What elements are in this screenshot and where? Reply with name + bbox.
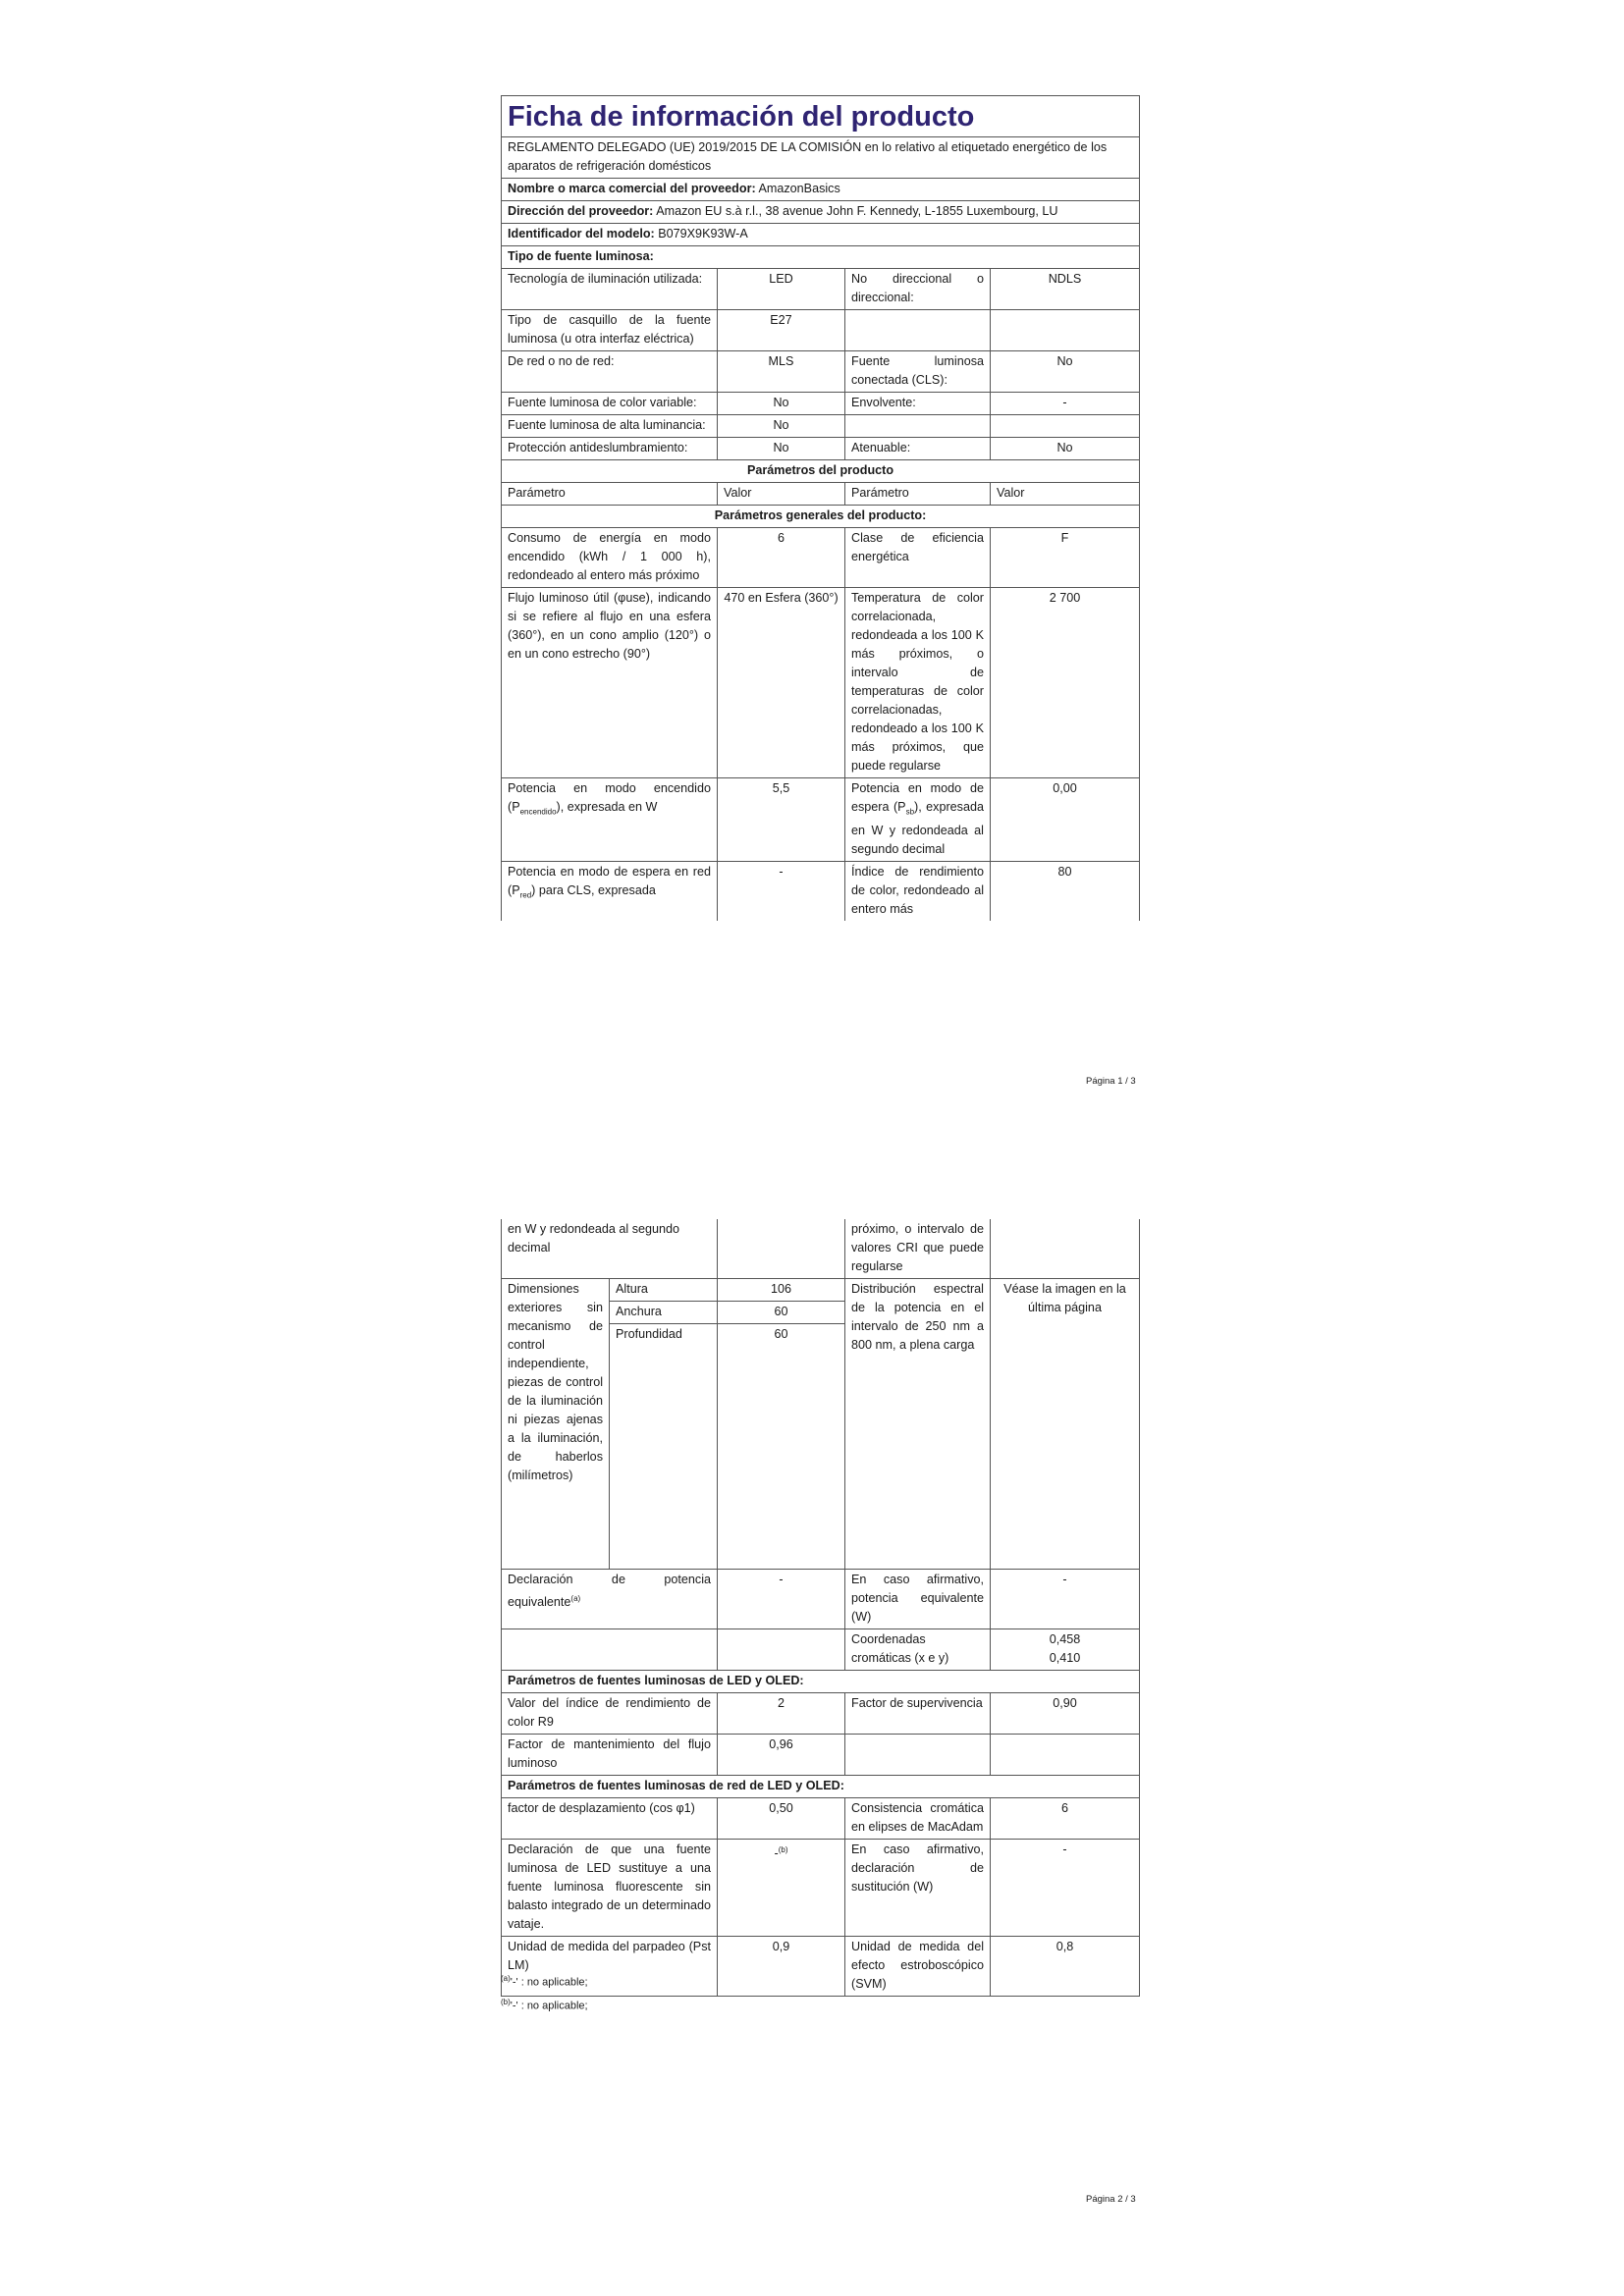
table-row	[502, 310, 1140, 351]
cell-value	[718, 1629, 845, 1671]
cell-label: Temperatura de color correlacionada, redondeada a los 100 K más próximos, o intervalo de temperaturas de color correlacionadas, redondeado a los 100 K más próximos, que puede regularse	[845, 588, 991, 778]
cell-label: Factor de mantenimiento del flujo luminoso	[502, 1735, 718, 1776]
cell-value: F	[991, 528, 1140, 588]
model-label: Identificador del modelo:	[508, 227, 655, 240]
cell-label: Envolvente:	[845, 393, 991, 415]
cell-label: Consistencia cromática en elipses de MacAdam	[845, 1798, 991, 1840]
table-row	[502, 1219, 1140, 1279]
cell-value: -$^{(b)}$	[718, 1840, 845, 1937]
cell-value: 5,5	[718, 778, 845, 862]
cell-value: -	[991, 1840, 1140, 1937]
cell-label: Valor del índice de rendimiento de color R9	[502, 1693, 718, 1735]
table-row	[502, 1937, 1140, 1997]
spectral-distribution-label: Distribución espectral de la potencia en el intervalo de 250 nm a 800 nm, a plena carga	[845, 1279, 991, 1570]
cell-label: Potencia en modo de espera $(P_{sb})$, expresada en W y redondeada al segundo decimal	[845, 778, 991, 862]
supplier-label: Nombre o marca comercial del proveedor:	[508, 182, 756, 195]
cell-label: Declaración de potencia equivalente$^{(a)}$	[502, 1570, 718, 1629]
cell-value: 0,50	[718, 1798, 845, 1840]
cell-value: NDLS	[991, 269, 1140, 310]
spectral-distribution-value: Véase la imagen en la última página	[991, 1279, 1140, 1570]
cell-label	[845, 310, 991, 351]
table-row	[502, 861, 1140, 921]
footnote: $^{(a)}$'-' : no aplicable;	[501, 1974, 588, 1989]
cell-label: De red o no de red:	[502, 351, 718, 393]
general-params-heading: Parámetros generales del producto:	[502, 506, 1140, 528]
column-header-row	[502, 483, 1140, 506]
table-row	[502, 1570, 1140, 1629]
cell-label	[845, 415, 991, 438]
cell-label: Tipo de casquillo de la fuente luminosa (u otra interfaz eléctrica)	[502, 310, 718, 351]
page-number: Página 1 / 3	[1086, 1076, 1136, 1087]
cell-value: -	[991, 393, 1140, 415]
page-number: Página 2 / 3	[1086, 2194, 1136, 2205]
dimension-name: Anchura	[610, 1302, 718, 1324]
cell-value: No	[718, 393, 845, 415]
cell-value	[718, 1219, 845, 1279]
model-row	[502, 224, 1140, 246]
cell-value: 6	[718, 528, 845, 588]
cell-label: Índice de rendimiento de color, redondeado al entero más	[845, 861, 991, 921]
cell-label: Potencia en modo encendido $(P_{encendido})$, expresada en W	[502, 778, 718, 862]
dimensions-label: Dimensiones exteriores sin mecanismo de control independiente, piezas de control de la iluminación ni piezas ajenas a la iluminación, de haberlos (milímetros)	[502, 1279, 610, 1570]
cell-value	[991, 1735, 1140, 1776]
cell-label: Protección antideslumbramiento:	[502, 438, 718, 460]
table-row	[502, 528, 1140, 588]
product-info-table-page-1	[501, 95, 1140, 921]
product-info-table-page-2	[501, 1219, 1140, 1997]
mains-params-heading: Parámetros de fuentes luminosas de red de LED y OLED:	[502, 1776, 1140, 1798]
cell-label: Tecnología de iluminación utilizada:	[502, 269, 718, 310]
column-header: Parámetro	[845, 483, 991, 506]
cell-value: No	[991, 438, 1140, 460]
cell-label: Factor de supervivencia	[845, 1693, 991, 1735]
table-row	[502, 351, 1140, 393]
cell-label: Declaración de que una fuente luminosa de LED sustituye a una fuente luminosa fluorescente sin balasto integrado de un determinado vataje.	[502, 1840, 718, 1937]
table-row	[502, 1693, 1140, 1735]
cell-value: 0,00	[991, 778, 1140, 862]
cell-label: Fuente luminosa de alta luminancia:	[502, 415, 718, 438]
cell-value	[991, 1629, 1140, 1671]
cell-value: 0,90	[991, 1693, 1140, 1735]
regulation-rest: en lo relativo al etiquetado energético de los aparatos de refrigeración domésticos	[508, 140, 1108, 173]
cell-label: Consumo de energía en modo encendido (kWh / 1 000 h), redondeado al entero más próximo	[502, 528, 718, 588]
model-value: B079X9K93W-A	[658, 227, 748, 240]
cell-label	[502, 1629, 718, 1671]
cell-label: En caso afirmativo, declaración de sustitución (W)	[845, 1840, 991, 1937]
cell-value: 6	[991, 1798, 1140, 1840]
dimension-name: Profundidad	[610, 1324, 718, 1570]
cell-label: En caso afirmativo, potencia equivalente (W)	[845, 1570, 991, 1629]
cell-value	[991, 415, 1140, 438]
cell-label: Coordenadas cromáticas (x e y)	[845, 1629, 991, 1671]
cell-label: Potencia en modo de espera en red $(P_{red})$ para CLS, expresada	[502, 861, 718, 921]
table-row	[502, 1735, 1140, 1776]
table-row	[502, 393, 1140, 415]
cell-value: 2	[718, 1693, 845, 1735]
column-header: Valor	[991, 483, 1140, 506]
column-header: Valor	[718, 483, 845, 506]
led-params-heading: Parámetros de fuentes luminosas de LED y OLED:	[502, 1671, 1140, 1693]
column-header: Parámetro	[502, 483, 718, 506]
cell-label: Fuente luminosa de color variable:	[502, 393, 718, 415]
table-row	[502, 588, 1140, 778]
cell-label: en W y redondeada al segundo decimal	[502, 1219, 718, 1279]
supplier-row	[502, 179, 1140, 201]
cell-value: 2 700	[991, 588, 1140, 778]
dimension-value: 60	[718, 1324, 845, 1570]
cell-value: 0,8	[991, 1937, 1140, 1997]
table-row	[502, 1798, 1140, 1840]
table-row	[502, 778, 1140, 862]
table-row	[502, 1279, 1140, 1302]
table-row	[502, 269, 1140, 310]
cell-value	[991, 310, 1140, 351]
cell-value: LED	[718, 269, 845, 310]
product-params-heading: Parámetros del producto	[502, 460, 1140, 483]
page-1	[501, 95, 1139, 921]
regulation-text	[502, 137, 1140, 179]
cell-label: Fuente luminosa conectada (CLS):	[845, 351, 991, 393]
address-label: Dirección del proveedor:	[508, 204, 654, 218]
page-title: Ficha de información del producto	[502, 96, 1140, 137]
address-value: Amazon EU s.à r.l., 38 avenue John F. Kennedy, L-1855 Luxembourg, LU	[656, 204, 1058, 218]
cell-value: No	[718, 438, 845, 460]
dimension-value: 106	[718, 1279, 845, 1302]
table-row	[502, 415, 1140, 438]
cell-value: -	[991, 1570, 1140, 1629]
cell-value: 470 en Esfera (360°)	[718, 588, 845, 778]
table-row	[502, 438, 1140, 460]
cell-label: Clase de eficiencia energética	[845, 528, 991, 588]
cell-value: 80	[991, 861, 1140, 921]
cell-label: Unidad de medida del efecto estroboscópico (SVM)	[845, 1937, 991, 1997]
footnote: $^{(b)}$'-' : no aplicable;	[501, 1997, 588, 2012]
address-row	[502, 201, 1140, 224]
footnotes	[501, 1969, 588, 2015]
cell-label	[845, 1735, 991, 1776]
chromaticity-y: 0,410	[1049, 1651, 1081, 1665]
cell-label: No direccional o direccional:	[845, 269, 991, 310]
cell-value: No	[718, 415, 845, 438]
regulation-bold: REGLAMENTO DELEGADO (UE) 2019/2015 DE LA COMISIÓN	[508, 140, 862, 154]
cell-value: 0,96	[718, 1735, 845, 1776]
dimension-value: 60	[718, 1302, 845, 1324]
table-row	[502, 1629, 1140, 1671]
cell-value: -	[718, 861, 845, 921]
cell-value: MLS	[718, 351, 845, 393]
cell-value: -	[718, 1570, 845, 1629]
cell-label: próximo, o intervalo de valores CRI que puede regularse	[845, 1219, 991, 1279]
source-type-heading: Tipo de fuente luminosa:	[502, 246, 1140, 269]
cell-value: E27	[718, 310, 845, 351]
table-row	[502, 1840, 1140, 1937]
cell-label: Atenuable:	[845, 438, 991, 460]
dimension-name: Altura	[610, 1279, 718, 1302]
cell-label: Unidad de medida del parpadeo (Pst LM)	[502, 1937, 718, 1997]
cell-label: factor de desplazamiento (cos φ1)	[502, 1798, 718, 1840]
chromaticity-x: 0,458	[1049, 1632, 1081, 1646]
cell-value: 0,9	[718, 1937, 845, 1997]
supplier-value: AmazonBasics	[758, 182, 840, 195]
page-2	[501, 1219, 1139, 1997]
cell-label: Flujo luminoso útil (φuse), indicando si se refiere al flujo en una esfera (360°), en un cono amplio (120°) o en un cono estrecho (90°)	[502, 588, 718, 778]
cell-value	[991, 1219, 1140, 1279]
cell-value: No	[991, 351, 1140, 393]
